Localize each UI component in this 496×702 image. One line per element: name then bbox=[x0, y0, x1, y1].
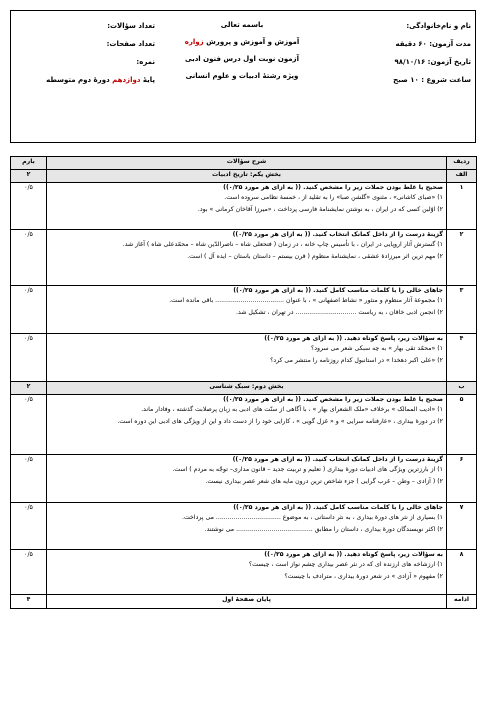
question-row bbox=[11, 334, 477, 382]
question-item: ۲) انجمن ادبی خاقان ، به ریاست ............................... در تهران ، تشکیل شد. bbox=[236, 308, 443, 316]
question-item: ۲) مهم ترین اثر میرزادهٔ عشقی ، نمایشنامهٔ منظوم ( قرن بیستم – داستان باستان – ایده آل ) است. bbox=[187, 252, 443, 260]
section-letter: ب bbox=[447, 382, 477, 395]
question-body bbox=[47, 455, 447, 503]
grade-line bbox=[9, 71, 159, 89]
question-title: گزینهٔ درست را از داخل کمانک انتخاب کنید. (( به ازای هر مورد ۰/۲۵)) bbox=[232, 456, 443, 463]
exam-date: تاریخ آزمون: ۹۸/۱۰/۱۶ bbox=[394, 58, 471, 66]
question-title: جاهای خالی را با کلمات مناسب کامل کنید. (( به ازای هر مورد ۰/۲۵)) bbox=[233, 504, 443, 511]
question-body bbox=[47, 286, 447, 334]
question-item: ۲) اوّلین کسی که در ایران ، به نوشتن نمایشنامهٔ فارسی پرداخت ، «میرزا آقاخان کرمانی » بود. bbox=[197, 205, 443, 213]
footer-continue: ادامه bbox=[447, 595, 477, 609]
header-city: زواره bbox=[184, 38, 204, 46]
question-score: ۰/۵ bbox=[11, 503, 47, 550]
question-number: ۶ bbox=[447, 455, 477, 503]
question-number: ۷ bbox=[447, 503, 477, 550]
question-title: صحیح یا غلط بودن جملات زیر را مشخص کنید. (( به ازای هر مورد ۰/۲۵)) bbox=[223, 184, 443, 191]
header-exam-info bbox=[9, 11, 159, 148]
question-row bbox=[11, 550, 477, 595]
question-item: ۱) «صبای کاشانی» ، مثنوی «گلشن صبا» را به تقلید از ، خمسهٔ نظامی سروده است. bbox=[224, 194, 443, 201]
question-number: ۲ bbox=[447, 230, 477, 286]
question-body bbox=[47, 503, 447, 550]
question-row bbox=[11, 183, 477, 230]
question-item: ۱) «محمّد تقی بهار » به چه سبکی شعر می سرود؟ bbox=[310, 345, 443, 352]
question-body bbox=[47, 550, 447, 595]
question-title: به سؤالات زیر، پاسخ کوتاه دهید. (( به ازای هر مورد ۰/۲۵)) bbox=[264, 551, 443, 558]
question-score: ۰/۵ bbox=[11, 183, 47, 230]
question-row bbox=[11, 455, 477, 503]
grade-suffix: دورهٔ دوم متوسطه bbox=[46, 76, 110, 84]
question-item: ۲) مفهوم « آزادی » در شعر دورهٔ بیداری ، مترادف با چیست؟ bbox=[284, 572, 443, 580]
question-score: ۰/۵ bbox=[11, 286, 47, 334]
question-row bbox=[11, 503, 477, 550]
question-number: ۵ bbox=[447, 395, 477, 455]
section-title: بخش دوم: سبک شناسی bbox=[47, 382, 447, 395]
question-score: ۰/۵ bbox=[11, 455, 47, 503]
question-title: به سؤالات زیر، پاسخ کوتاه دهید. (( به ازای هر مورد ۰/۲۵)) bbox=[264, 335, 443, 342]
question-number: ۴ bbox=[447, 334, 477, 382]
question-row bbox=[11, 395, 477, 455]
question-row bbox=[11, 230, 477, 286]
section-title: بخش یکم: تاریخ ادبیات bbox=[47, 170, 447, 183]
grade-prefix: پایهٔ bbox=[142, 76, 155, 84]
question-body bbox=[47, 183, 447, 230]
question-item: ۲) در دورهٔ بیداری ، «عارفنامه سرایی » و « غزل گویی » ، کارایی خود را از دست داد و این از ویژگی های ادبی این دوره است. bbox=[117, 417, 443, 425]
question-item: ۱) «ادیب الممالک » برخلاف «ملک الشعرای بهار » ، با آگاهی از سنّت های ادبی به زبان پرصلابت گذشته ، وفادار ماند. bbox=[141, 406, 443, 413]
question-item: ۱) بسیاری از نثر های دورهٔ بیداری ، به نثر داستانی ، به موضوع ................................. می پرداخت. bbox=[182, 514, 443, 521]
question-item: ۲) «علی اکبر دهخدا » در استانبول کدام روزنامه را منتشر می کرد؟ bbox=[270, 356, 443, 364]
question-title: گزینهٔ درست را از داخل کمانک انتخاب کنید. (( به ازای هر مورد ۰/۲۵)) bbox=[232, 231, 443, 238]
questions-count: تعداد سؤالات: bbox=[107, 22, 155, 30]
header-title bbox=[159, 11, 325, 148]
start-time: ساعت شروع : ۱۰ صبح bbox=[393, 76, 471, 84]
duration: مدت آزمون: ۶۰ دقیقه bbox=[395, 40, 471, 48]
footer-end-page: پایان صفحهٔ اول bbox=[47, 595, 447, 609]
question-number: ۱ bbox=[447, 183, 477, 230]
question-body bbox=[47, 395, 447, 455]
col-score: بارم bbox=[11, 157, 47, 170]
question-body bbox=[47, 334, 447, 382]
header-student-info bbox=[325, 11, 475, 148]
exam-sheet bbox=[10, 10, 476, 690]
question-score: ۰/۵ bbox=[11, 395, 47, 455]
question-item: ۱) مجموعهٔ آثار منظوم و منثور « نشاط اصفهانی » ، با عنوان ................................... باقی مانده است. bbox=[169, 297, 443, 304]
header-line1: باسمه تعالی bbox=[220, 21, 264, 29]
question-item: ۲) اکثر نویسندگان دورهٔ بیداری ، داستان را مطابق ....................................... می نوشتند. bbox=[204, 525, 443, 533]
footer-total: ۴ bbox=[11, 595, 47, 609]
header-line3: آزمون نوبت اول درس فنون ادبی bbox=[185, 55, 299, 63]
question-score: ۰/۵ bbox=[11, 550, 47, 595]
grade: دوازدهم bbox=[112, 76, 141, 84]
section-b-row bbox=[11, 382, 477, 395]
header-line4: ویژه رشتهٔ ادبیات و علوم انسانی bbox=[185, 72, 299, 80]
question-number: ۸ bbox=[447, 550, 477, 595]
score-label: نمره: bbox=[136, 58, 155, 66]
question-item: ۲) ( آزادی – وطن – غرب گرایی ) جزء شاخص ترین درون مایه های شعر عصر بیداری نیست. bbox=[205, 477, 443, 485]
table-header-row bbox=[11, 157, 477, 170]
page-footer-row bbox=[11, 595, 477, 609]
name-label: نام و نام‌خانوادگی: bbox=[406, 22, 471, 30]
section-letter: الف bbox=[447, 170, 477, 183]
question-score: ۰/۵ bbox=[11, 230, 47, 286]
question-title: صحیح یا غلط بودن جملات زیر را مشخص کنید. (( به ازای هر مورد ۰/۲۵)) bbox=[223, 396, 443, 403]
header-line2-prefix: آموزش و آموزش و پرورش bbox=[206, 38, 300, 46]
header-line2 bbox=[159, 34, 325, 51]
col-desc: شرح سؤالات bbox=[47, 157, 447, 170]
col-row: ردیف bbox=[447, 157, 477, 170]
question-item: ۱) ارزشاخه های ارزنده ای که در نثر عصر بیداری چشم نواز است ، چیست؟ bbox=[248, 561, 443, 568]
section-a-row bbox=[11, 170, 477, 183]
question-number: ۳ bbox=[447, 286, 477, 334]
pages-count: تعداد صفحات: bbox=[106, 40, 155, 48]
question-item: ۱) گسترش آثار اروپایی در ایران ، با تأسیس چاپ خانه ، در زمان ( فتحعلی شاه – ناصرالدّین شاه – محمّدعلی شاه ) آغاز شد. bbox=[122, 241, 443, 248]
question-score: ۰/۵ bbox=[11, 334, 47, 382]
questions-table bbox=[10, 156, 477, 609]
question-item: ۱) از بارزترین ویژگی های ادبیات دورهٔ بیداری ( تعلیم و تربیت جدید – قانون مداری– توجّه به مردم ) است. bbox=[172, 466, 443, 473]
section-score: ۲ bbox=[11, 382, 47, 395]
section-score: ۲ bbox=[11, 170, 47, 183]
question-title: جاهای خالی را با کلمات مناسب کامل کنید. (( به ازای هر مورد ۰/۲۵)) bbox=[233, 287, 443, 294]
question-row bbox=[11, 286, 477, 334]
exam-header bbox=[10, 10, 476, 143]
question-body bbox=[47, 230, 447, 286]
